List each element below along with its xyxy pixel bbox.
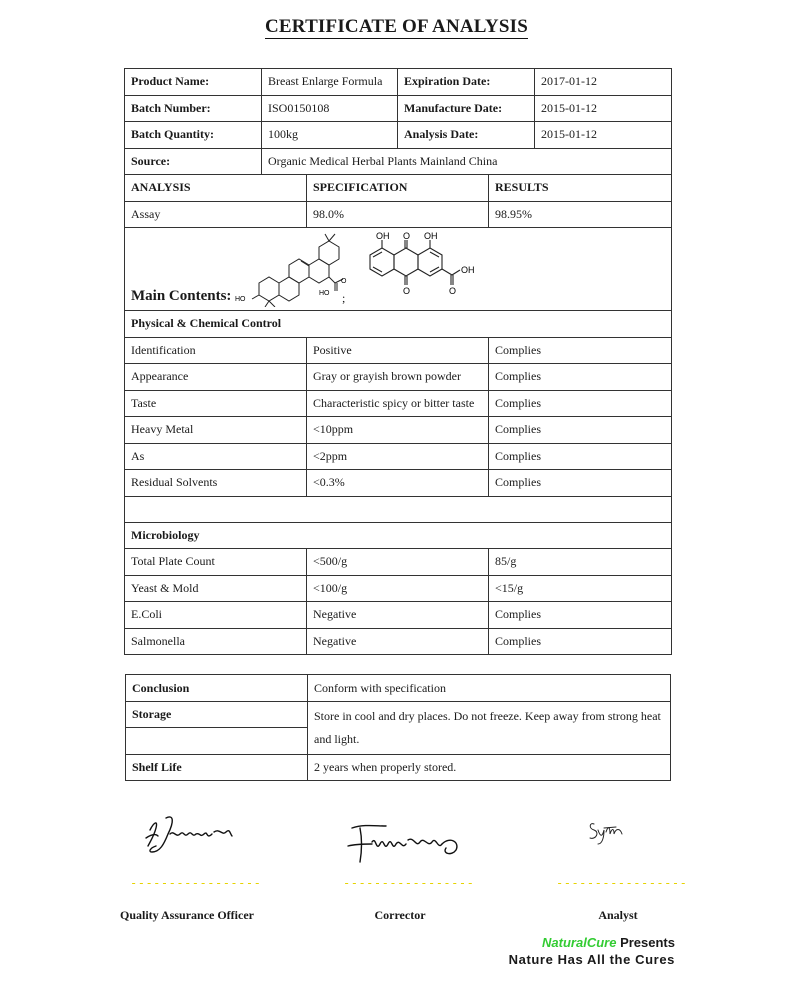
expiration-date-value: 2017-01-12 xyxy=(535,69,672,96)
brand-motto: Nature Has All the Cures xyxy=(508,952,675,967)
storage-blank-cell xyxy=(126,728,308,755)
table-header-row xyxy=(125,175,672,202)
physical-item: Residual Solvents xyxy=(125,470,307,497)
micro-result: Complies xyxy=(489,628,672,655)
mol2-oh-1: OH xyxy=(376,231,390,241)
table-row xyxy=(125,443,672,470)
corrector-signature-line: ----------------- xyxy=(343,876,475,890)
summary-table xyxy=(125,674,671,781)
conclusion-value: Conform with specification xyxy=(308,675,671,702)
blank-cell xyxy=(125,496,672,522)
physical-result: Complies xyxy=(489,417,672,444)
mol2-o-3: O xyxy=(449,286,457,296)
mol2-o-2: O xyxy=(403,286,411,296)
table-row xyxy=(126,755,671,781)
micro-spec: Negative xyxy=(307,628,489,655)
table-row xyxy=(125,148,672,175)
conclusion-label: Conclusion xyxy=(126,675,308,702)
mol2-oh-3: OH xyxy=(461,265,475,275)
table-row xyxy=(125,69,672,96)
table-row xyxy=(125,201,672,228)
physical-spec: <0.3% xyxy=(307,470,489,497)
main-contents-separator: ; xyxy=(342,291,346,305)
physical-spec: <10ppm xyxy=(307,417,489,444)
analyst-signature xyxy=(586,818,626,848)
assay-spec: 98.0% xyxy=(307,201,489,228)
physical-item: Identification xyxy=(125,337,307,364)
blank-row xyxy=(125,496,672,522)
brand-block xyxy=(509,934,675,968)
physical-result: Complies xyxy=(489,443,672,470)
analysis-date-label: Analysis Date: xyxy=(398,122,535,149)
batch-number-value: ISO0150108 xyxy=(262,95,398,122)
corrector-signature xyxy=(346,822,464,866)
analysis-date-value: 2015-01-12 xyxy=(535,122,672,149)
table-row xyxy=(125,470,672,497)
title-text: CERTIFICATE OF ANALYSIS xyxy=(265,16,528,37)
table-row xyxy=(126,675,671,702)
micro-result: 85/g xyxy=(489,549,672,576)
micro-result: <15/g xyxy=(489,575,672,602)
physical-item: Taste xyxy=(125,390,307,417)
analyst-signature-line: ----------------- xyxy=(556,876,688,890)
expiration-date-label: Expiration Date: xyxy=(398,69,535,96)
micro-item: Yeast & Mold xyxy=(125,575,307,602)
batch-number-label: Batch Number: xyxy=(125,95,262,122)
micro-result: Complies xyxy=(489,602,672,629)
results-header: RESULTS xyxy=(489,175,672,202)
mol1-ho-left: HO xyxy=(235,296,246,303)
micro-spec: <500/g xyxy=(307,549,489,576)
physical-result: Complies xyxy=(489,470,672,497)
table-row xyxy=(125,549,672,576)
physical-spec: Positive xyxy=(307,337,489,364)
assay-label: Assay xyxy=(125,201,307,228)
specification-header: SPECIFICATION xyxy=(307,175,489,202)
micro-item: E.Coli xyxy=(125,602,307,629)
table-row xyxy=(125,628,672,655)
physical-item: Heavy Metal xyxy=(125,417,307,444)
batch-quantity-label: Batch Quantity: xyxy=(125,122,262,149)
product-name-value: Breast Enlarge Formula xyxy=(262,69,398,96)
mol2-oh-2: OH xyxy=(424,231,438,241)
assay-result: 98.95% xyxy=(489,201,672,228)
corrector-label: Corrector xyxy=(374,908,426,922)
mol2-o-1: O xyxy=(403,231,411,241)
section-title-row xyxy=(125,522,672,549)
brand-line xyxy=(509,934,675,951)
mol1-o: O xyxy=(341,278,347,285)
qa-officer-label: Quality Assurance Officer xyxy=(120,908,254,922)
physical-result: Complies xyxy=(489,337,672,364)
qa-signature-line: ----------------- xyxy=(130,876,262,890)
table-row xyxy=(125,364,672,391)
anthraquinone-structure-icon xyxy=(350,229,480,309)
physical-item: As xyxy=(125,443,307,470)
table-row xyxy=(125,417,672,444)
micro-item: Total Plate Count xyxy=(125,549,307,576)
physical-spec: Gray or grayish brown powder xyxy=(307,364,489,391)
source-label: Source: xyxy=(125,148,262,175)
micro-spec: <100/g xyxy=(307,575,489,602)
triterpenoid-structure-icon xyxy=(235,231,347,307)
physical-item: Appearance xyxy=(125,364,307,391)
physical-chemical-title: Physical & Chemical Control xyxy=(125,311,672,338)
product-name-label: Product Name: xyxy=(125,69,262,96)
physical-spec: <2ppm xyxy=(307,443,489,470)
main-contents-cell xyxy=(125,228,672,311)
table-row xyxy=(125,95,672,122)
table-row xyxy=(125,602,672,629)
shelf-life-label: Shelf Life xyxy=(126,755,308,781)
source-value: Organic Medical Herbal Plants Mainland China xyxy=(262,148,672,175)
batch-quantity-value: 100kg xyxy=(262,122,398,149)
main-contents-row xyxy=(125,228,672,311)
physical-result: Complies xyxy=(489,390,672,417)
analyst-label: Analyst xyxy=(598,908,638,922)
manufacture-date-label: Manufacture Date: xyxy=(398,95,535,122)
table-row xyxy=(125,122,672,149)
physical-result: Complies xyxy=(489,364,672,391)
physical-spec: Characteristic spicy or bitter taste xyxy=(307,390,489,417)
qa-signature xyxy=(144,812,236,858)
manufacture-date-value: 2015-01-12 xyxy=(535,95,672,122)
microbiology-title: Microbiology xyxy=(125,522,672,549)
shelf-life-value: 2 years when properly stored. xyxy=(308,755,671,781)
product-info-table xyxy=(124,68,672,175)
mol1-ho-right: HO xyxy=(319,290,330,297)
document-title xyxy=(0,16,793,38)
micro-spec: Negative xyxy=(307,602,489,629)
table-row xyxy=(125,390,672,417)
analysis-header: ANALYSIS xyxy=(125,175,307,202)
table-row xyxy=(126,702,671,728)
analysis-table xyxy=(124,174,672,655)
micro-item: Salmonella xyxy=(125,628,307,655)
table-row xyxy=(125,337,672,364)
brand-name: NaturalCure xyxy=(542,935,617,950)
main-contents-label: Main Contents: xyxy=(131,288,232,304)
storage-value: Store in cool and dry places. Do not freeze. Keep away from strong heat and light. xyxy=(308,702,671,755)
section-title-row xyxy=(125,311,672,338)
table-row xyxy=(125,575,672,602)
brand-presents: Presents xyxy=(616,935,675,950)
storage-label: Storage xyxy=(126,702,308,728)
